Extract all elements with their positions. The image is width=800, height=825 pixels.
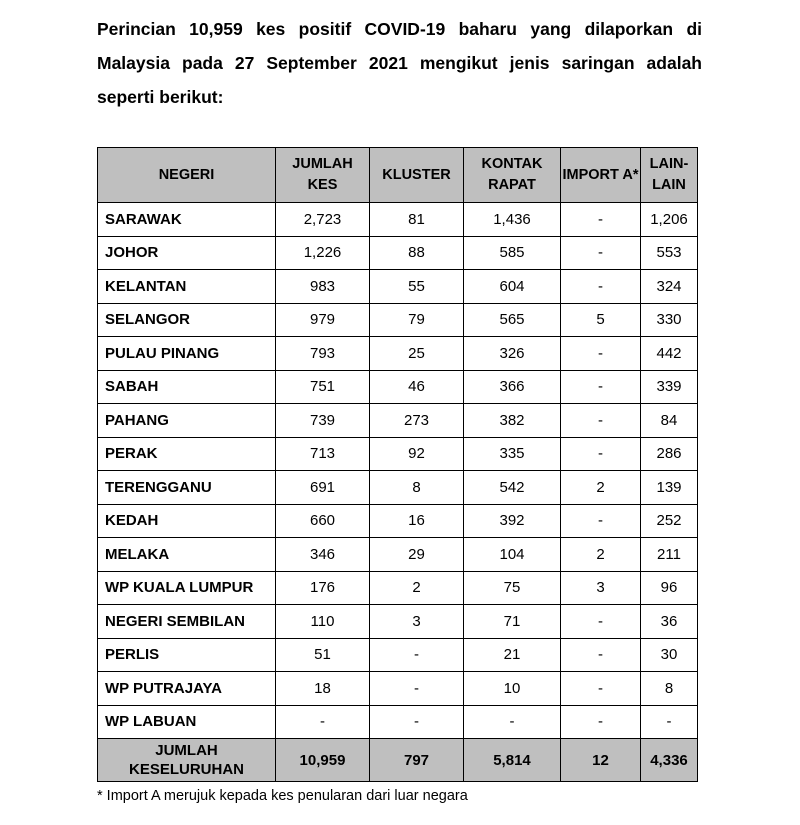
lain-lain-cell: 84 bbox=[641, 404, 698, 438]
header-negeri: NEGERI bbox=[98, 148, 276, 203]
jumlah-kes-cell: 713 bbox=[276, 437, 370, 471]
kluster-cell: 55 bbox=[370, 270, 464, 304]
jumlah-kes-cell: 793 bbox=[276, 337, 370, 371]
kluster-cell: 16 bbox=[370, 504, 464, 538]
lain-lain-cell: 30 bbox=[641, 638, 698, 672]
header-lain-lain: LAIN-LAIN bbox=[641, 148, 698, 203]
import-a-cell: - bbox=[561, 270, 641, 304]
import-a-cell: - bbox=[561, 437, 641, 471]
import-a-cell: - bbox=[561, 203, 641, 237]
table-row bbox=[98, 404, 698, 438]
import-a-cell: - bbox=[561, 404, 641, 438]
lain-lain-cell: 96 bbox=[641, 571, 698, 605]
footnote: * Import A merujuk kepada kes penularan dari luar negara bbox=[97, 788, 468, 804]
table-row bbox=[98, 303, 698, 337]
jumlah-kes-cell: 176 bbox=[276, 571, 370, 605]
import-a-cell: - bbox=[561, 705, 641, 739]
lain-lain-cell: 211 bbox=[641, 538, 698, 572]
import-a-cell: 2 bbox=[561, 538, 641, 572]
state-cell: PULAU PINANG bbox=[98, 337, 276, 371]
kontak-rapat-cell: 604 bbox=[464, 270, 561, 304]
table-row bbox=[98, 471, 698, 505]
kluster-cell: 88 bbox=[370, 236, 464, 270]
import-a-cell: - bbox=[561, 337, 641, 371]
jumlah-kes-cell: 2,723 bbox=[276, 203, 370, 237]
kluster-cell: - bbox=[370, 672, 464, 706]
total-lain-lain: 4,336 bbox=[641, 739, 698, 782]
kluster-cell: - bbox=[370, 638, 464, 672]
lain-lain-cell: 339 bbox=[641, 370, 698, 404]
table-row bbox=[98, 504, 698, 538]
lain-lain-cell: 36 bbox=[641, 605, 698, 639]
state-cell: KEDAH bbox=[98, 504, 276, 538]
jumlah-kes-cell: 51 bbox=[276, 638, 370, 672]
jumlah-kes-cell: - bbox=[276, 705, 370, 739]
table-row bbox=[98, 571, 698, 605]
jumlah-kes-cell: 739 bbox=[276, 404, 370, 438]
kluster-cell: 92 bbox=[370, 437, 464, 471]
table-header-row bbox=[98, 148, 698, 203]
header-kluster: KLUSTER bbox=[370, 148, 464, 203]
table-row bbox=[98, 605, 698, 639]
kontak-rapat-cell: 585 bbox=[464, 236, 561, 270]
state-cell: SARAWAK bbox=[98, 203, 276, 237]
kluster-cell: 46 bbox=[370, 370, 464, 404]
total-label: JUMLAH KESELURUHAN bbox=[98, 739, 276, 782]
import-a-cell: 2 bbox=[561, 471, 641, 505]
lain-lain-cell: 1,206 bbox=[641, 203, 698, 237]
total-import-a: 12 bbox=[561, 739, 641, 782]
covid-cases-table bbox=[97, 147, 698, 782]
lain-lain-cell: 553 bbox=[641, 236, 698, 270]
jumlah-kes-cell: 18 bbox=[276, 672, 370, 706]
table-row bbox=[98, 203, 698, 237]
jumlah-kes-cell: 110 bbox=[276, 605, 370, 639]
total-jumlah-kes: 10,959 bbox=[276, 739, 370, 782]
state-cell: NEGERI SEMBILAN bbox=[98, 605, 276, 639]
import-a-cell: - bbox=[561, 638, 641, 672]
table-row bbox=[98, 705, 698, 739]
kluster-cell: 3 bbox=[370, 605, 464, 639]
import-a-cell: 5 bbox=[561, 303, 641, 337]
kontak-rapat-cell: 71 bbox=[464, 605, 561, 639]
kluster-cell: - bbox=[370, 705, 464, 739]
kluster-cell: 25 bbox=[370, 337, 464, 371]
kontak-rapat-cell: 565 bbox=[464, 303, 561, 337]
table-row bbox=[98, 270, 698, 304]
state-cell: MELAKA bbox=[98, 538, 276, 572]
total-kontak-rapat: 5,814 bbox=[464, 739, 561, 782]
total-kluster: 797 bbox=[370, 739, 464, 782]
table-row bbox=[98, 672, 698, 706]
state-cell: SELANGOR bbox=[98, 303, 276, 337]
table-row bbox=[98, 638, 698, 672]
table-row bbox=[98, 236, 698, 270]
kontak-rapat-cell: 21 bbox=[464, 638, 561, 672]
state-cell: WP PUTRAJAYA bbox=[98, 672, 276, 706]
jumlah-kes-cell: 691 bbox=[276, 471, 370, 505]
header-kontak-rapat: KONTAK RAPAT bbox=[464, 148, 561, 203]
kontak-rapat-cell: 75 bbox=[464, 571, 561, 605]
kluster-cell: 79 bbox=[370, 303, 464, 337]
lain-lain-cell: 139 bbox=[641, 471, 698, 505]
jumlah-kes-cell: 1,226 bbox=[276, 236, 370, 270]
kontak-rapat-cell: 392 bbox=[464, 504, 561, 538]
lain-lain-cell: 442 bbox=[641, 337, 698, 371]
jumlah-kes-cell: 979 bbox=[276, 303, 370, 337]
lain-lain-cell: 252 bbox=[641, 504, 698, 538]
kontak-rapat-cell: 326 bbox=[464, 337, 561, 371]
import-a-cell: - bbox=[561, 370, 641, 404]
kontak-rapat-cell: - bbox=[464, 705, 561, 739]
header-import-a: IMPORT A* bbox=[561, 148, 641, 203]
table-row bbox=[98, 337, 698, 371]
intro-paragraph: Perincian 10,959 kes positif COVID-19 baharu yang dilaporkan di Malaysia pada 27 September 2021 mengikut jenis saringan adalah seperti berikut: bbox=[97, 19, 702, 107]
table-row bbox=[98, 370, 698, 404]
lain-lain-cell: - bbox=[641, 705, 698, 739]
kontak-rapat-cell: 1,436 bbox=[464, 203, 561, 237]
jumlah-kes-cell: 983 bbox=[276, 270, 370, 304]
kontak-rapat-cell: 335 bbox=[464, 437, 561, 471]
state-cell: SABAH bbox=[98, 370, 276, 404]
state-cell: KELANTAN bbox=[98, 270, 276, 304]
import-a-cell: - bbox=[561, 672, 641, 706]
state-cell: PERAK bbox=[98, 437, 276, 471]
kluster-cell: 29 bbox=[370, 538, 464, 572]
table-row bbox=[98, 538, 698, 572]
jumlah-kes-cell: 660 bbox=[276, 504, 370, 538]
kluster-cell: 81 bbox=[370, 203, 464, 237]
lain-lain-cell: 330 bbox=[641, 303, 698, 337]
import-a-cell: 3 bbox=[561, 571, 641, 605]
state-cell: WP LABUAN bbox=[98, 705, 276, 739]
kluster-cell: 8 bbox=[370, 471, 464, 505]
lain-lain-cell: 8 bbox=[641, 672, 698, 706]
kluster-cell: 2 bbox=[370, 571, 464, 605]
kontak-rapat-cell: 10 bbox=[464, 672, 561, 706]
state-cell: TERENGGANU bbox=[98, 471, 276, 505]
jumlah-kes-cell: 751 bbox=[276, 370, 370, 404]
kontak-rapat-cell: 542 bbox=[464, 471, 561, 505]
state-cell: PAHANG bbox=[98, 404, 276, 438]
import-a-cell: - bbox=[561, 236, 641, 270]
header-jumlah-kes: JUMLAH KES bbox=[276, 148, 370, 203]
state-cell: JOHOR bbox=[98, 236, 276, 270]
jumlah-kes-cell: 346 bbox=[276, 538, 370, 572]
kluster-cell: 273 bbox=[370, 404, 464, 438]
table-row bbox=[98, 437, 698, 471]
total-row bbox=[98, 739, 698, 782]
state-cell: PERLIS bbox=[98, 638, 276, 672]
kontak-rapat-cell: 382 bbox=[464, 404, 561, 438]
kontak-rapat-cell: 366 bbox=[464, 370, 561, 404]
lain-lain-cell: 286 bbox=[641, 437, 698, 471]
import-a-cell: - bbox=[561, 605, 641, 639]
lain-lain-cell: 324 bbox=[641, 270, 698, 304]
import-a-cell: - bbox=[561, 504, 641, 538]
state-cell: WP KUALA LUMPUR bbox=[98, 571, 276, 605]
kontak-rapat-cell: 104 bbox=[464, 538, 561, 572]
